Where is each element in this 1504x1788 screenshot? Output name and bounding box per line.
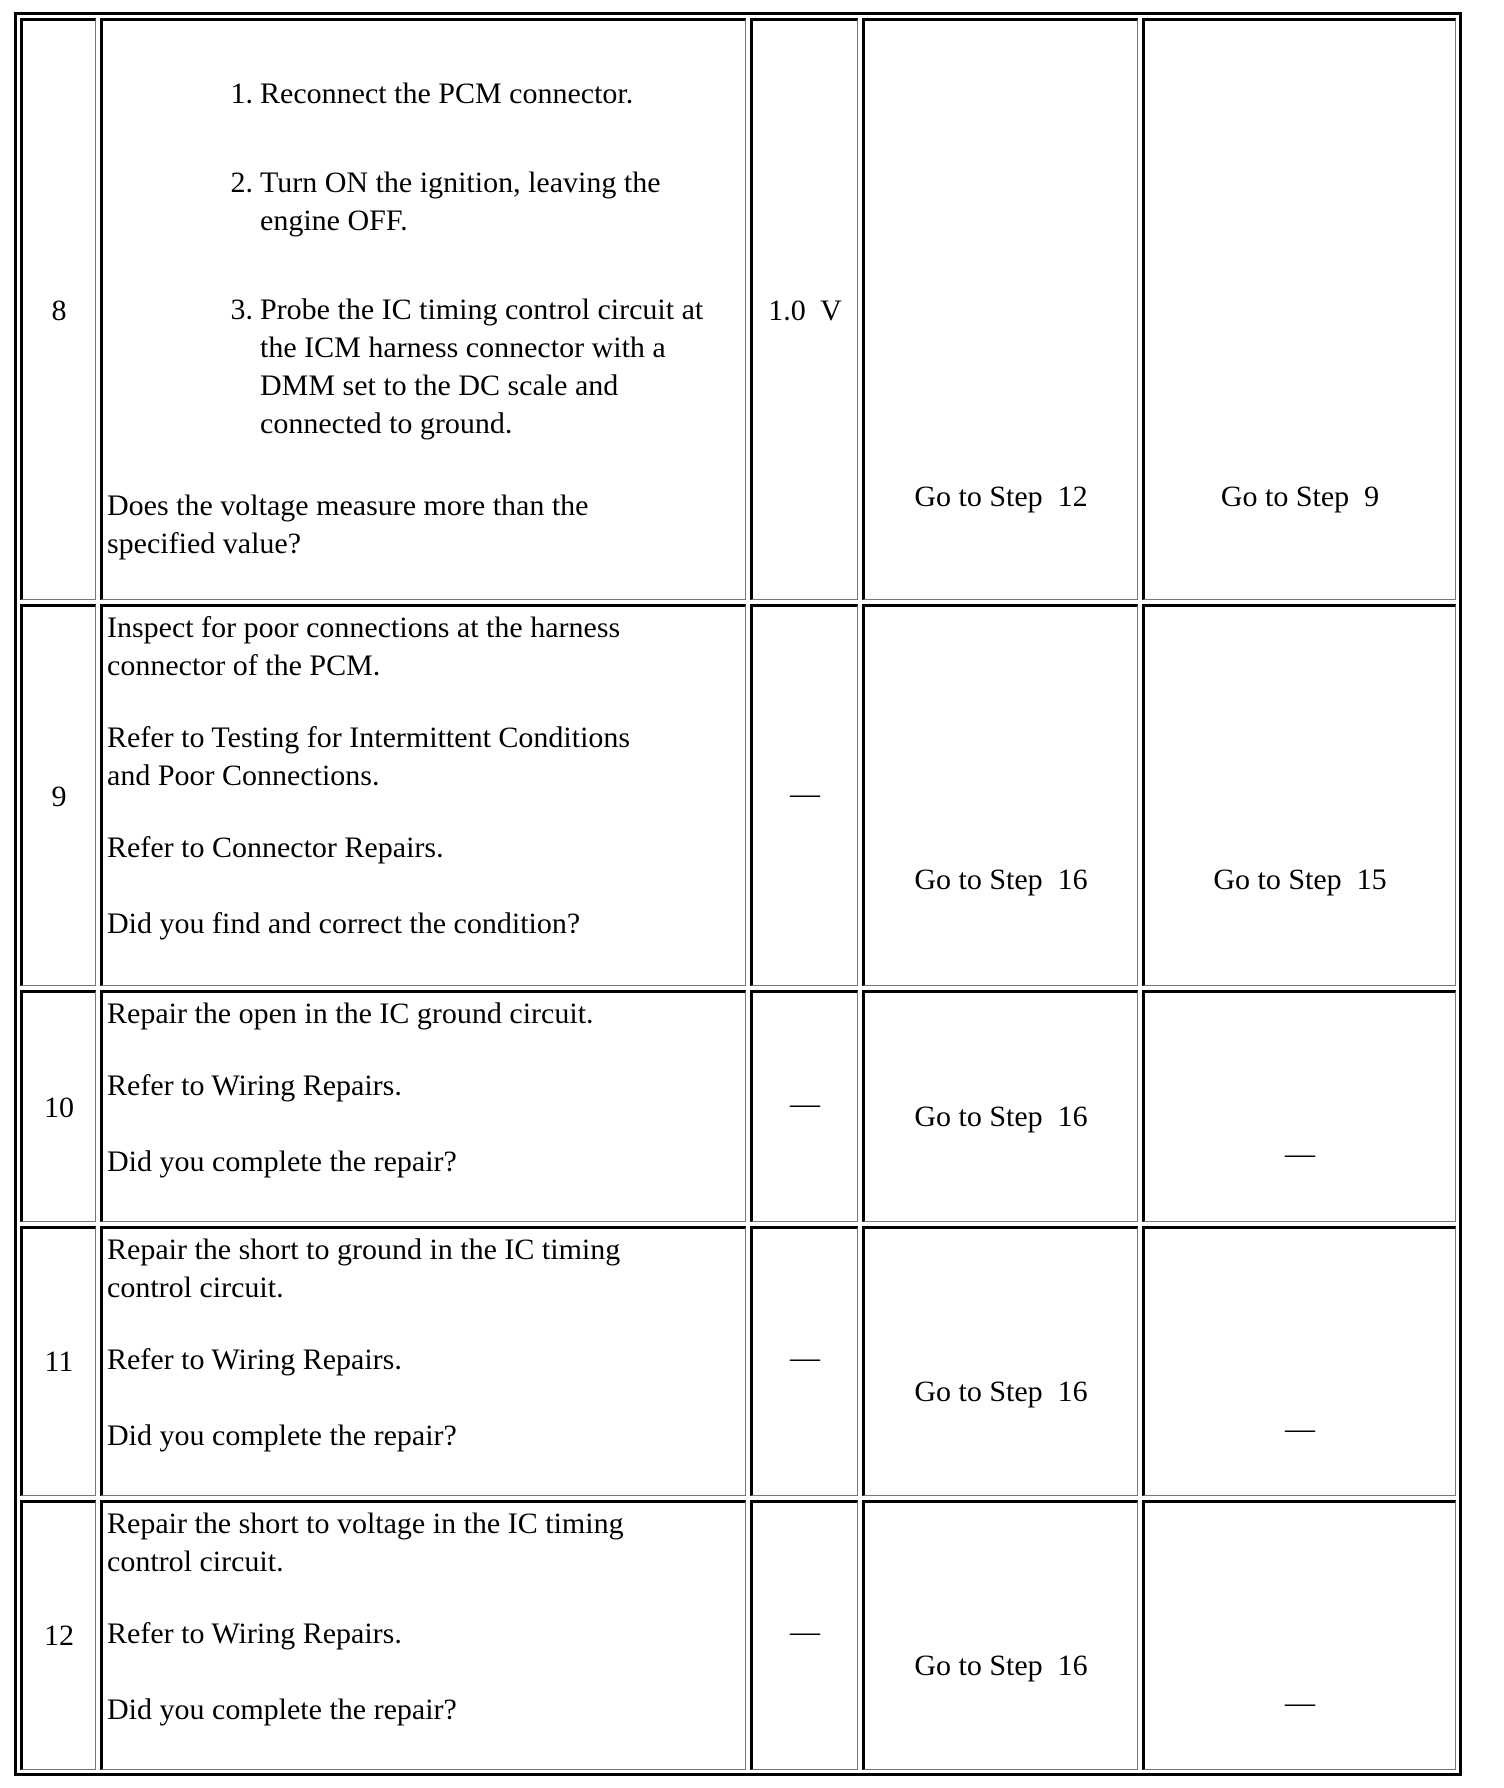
step-number: 9 bbox=[51, 780, 67, 813]
no-action: Go to Step 15 bbox=[1213, 863, 1387, 896]
step-number: 11 bbox=[44, 1345, 74, 1378]
question-text: Did you complete the repair? bbox=[107, 1693, 457, 1726]
action-text: Repair the short to ground in the IC timing bbox=[107, 1233, 621, 1266]
step-cell-11 bbox=[20, 1226, 96, 1496]
action-text: Refer to Testing for Intermittent Conditions bbox=[107, 721, 631, 754]
action-text: Refer to Wiring Repairs. bbox=[107, 1343, 402, 1376]
no-cell-10 bbox=[1142, 990, 1456, 1222]
list-item-text: Reconnect the PCM connector. bbox=[260, 77, 634, 110]
action-cell-8 bbox=[100, 18, 746, 600]
action-text: control circuit. bbox=[107, 1545, 284, 1578]
value-cell-11 bbox=[750, 1226, 858, 1496]
no-action: — bbox=[1285, 1137, 1315, 1170]
action-cell-11 bbox=[100, 1226, 746, 1496]
yes-cell-11 bbox=[862, 1226, 1138, 1496]
action-text: Refer to Connector Repairs. bbox=[107, 831, 444, 864]
action-text: and Poor Connections. bbox=[107, 759, 380, 792]
action-text: Repair the open in the IC ground circuit. bbox=[107, 997, 594, 1030]
specified-value: — bbox=[790, 777, 820, 810]
question-text: Did you complete the repair? bbox=[107, 1145, 457, 1178]
yes-action: Go to Step 16 bbox=[914, 1375, 1088, 1408]
action-cell-10 bbox=[100, 990, 746, 1222]
step-cell-12 bbox=[20, 1500, 96, 1770]
no-cell-12 bbox=[1142, 1500, 1456, 1770]
yes-cell-10 bbox=[862, 990, 1138, 1222]
step-cell-8 bbox=[20, 18, 96, 600]
step-number: 10 bbox=[44, 1091, 74, 1124]
value-cell-9 bbox=[750, 604, 858, 986]
list-item-text: the ICM harness connector with a bbox=[260, 331, 666, 364]
action-text: Repair the short to voltage in the IC timing bbox=[107, 1507, 624, 1540]
specified-value: 1.0 V bbox=[768, 294, 842, 327]
yes-cell-12 bbox=[862, 1500, 1138, 1770]
question-text: specified value? bbox=[107, 527, 302, 560]
list-item-text: Probe the IC timing control circuit at bbox=[260, 293, 704, 326]
no-action: Go to Step 9 bbox=[1220, 480, 1380, 513]
list-number: 3. bbox=[230, 293, 253, 326]
step-cell-10 bbox=[20, 990, 96, 1222]
list-item-text: connected to ground. bbox=[260, 407, 513, 440]
action-cell-9 bbox=[100, 604, 746, 986]
value-cell-10 bbox=[750, 990, 858, 1222]
question-text: Does the voltage measure more than the bbox=[107, 489, 589, 522]
list-number: 1. bbox=[230, 77, 253, 110]
list-item-text: engine OFF. bbox=[260, 204, 408, 237]
diagnostic-table bbox=[14, 12, 1462, 1776]
step-number: 12 bbox=[44, 1619, 74, 1652]
yes-cell-8 bbox=[862, 18, 1138, 600]
value-cell-12 bbox=[750, 1500, 858, 1770]
specified-value: — bbox=[790, 1615, 820, 1648]
no-cell-8 bbox=[1142, 18, 1456, 600]
value-cell-8 bbox=[750, 18, 858, 600]
no-cell-11 bbox=[1142, 1226, 1456, 1496]
list-number: 2. bbox=[230, 166, 253, 199]
yes-action: Go to Step 16 bbox=[914, 863, 1088, 896]
yes-cell-9 bbox=[862, 604, 1138, 986]
action-text: Inspect for poor connections at the harness bbox=[107, 611, 621, 644]
action-text: Refer to Wiring Repairs. bbox=[107, 1069, 402, 1102]
yes-action: Go to Step 12 bbox=[914, 480, 1088, 513]
step-cell-9 bbox=[20, 604, 96, 986]
step-number: 8 bbox=[51, 294, 67, 327]
action-cell-12 bbox=[100, 1500, 746, 1770]
specified-value: — bbox=[790, 1087, 820, 1120]
question-text: Did you find and correct the condition? bbox=[107, 907, 581, 940]
yes-action: Go to Step 16 bbox=[914, 1100, 1088, 1133]
action-text: connector of the PCM. bbox=[107, 649, 381, 682]
specified-value: — bbox=[790, 1341, 820, 1374]
no-action: — bbox=[1285, 1412, 1315, 1445]
no-action: — bbox=[1285, 1686, 1315, 1719]
action-text: Refer to Wiring Repairs. bbox=[107, 1617, 402, 1650]
yes-action: Go to Step 16 bbox=[914, 1649, 1088, 1682]
question-text: Did you complete the repair? bbox=[107, 1419, 457, 1452]
no-cell-9 bbox=[1142, 604, 1456, 986]
action-text: control circuit. bbox=[107, 1271, 284, 1304]
list-item-text: DMM set to the DC scale and bbox=[260, 369, 619, 402]
list-item-text: Turn ON the ignition, leaving the bbox=[260, 166, 661, 199]
